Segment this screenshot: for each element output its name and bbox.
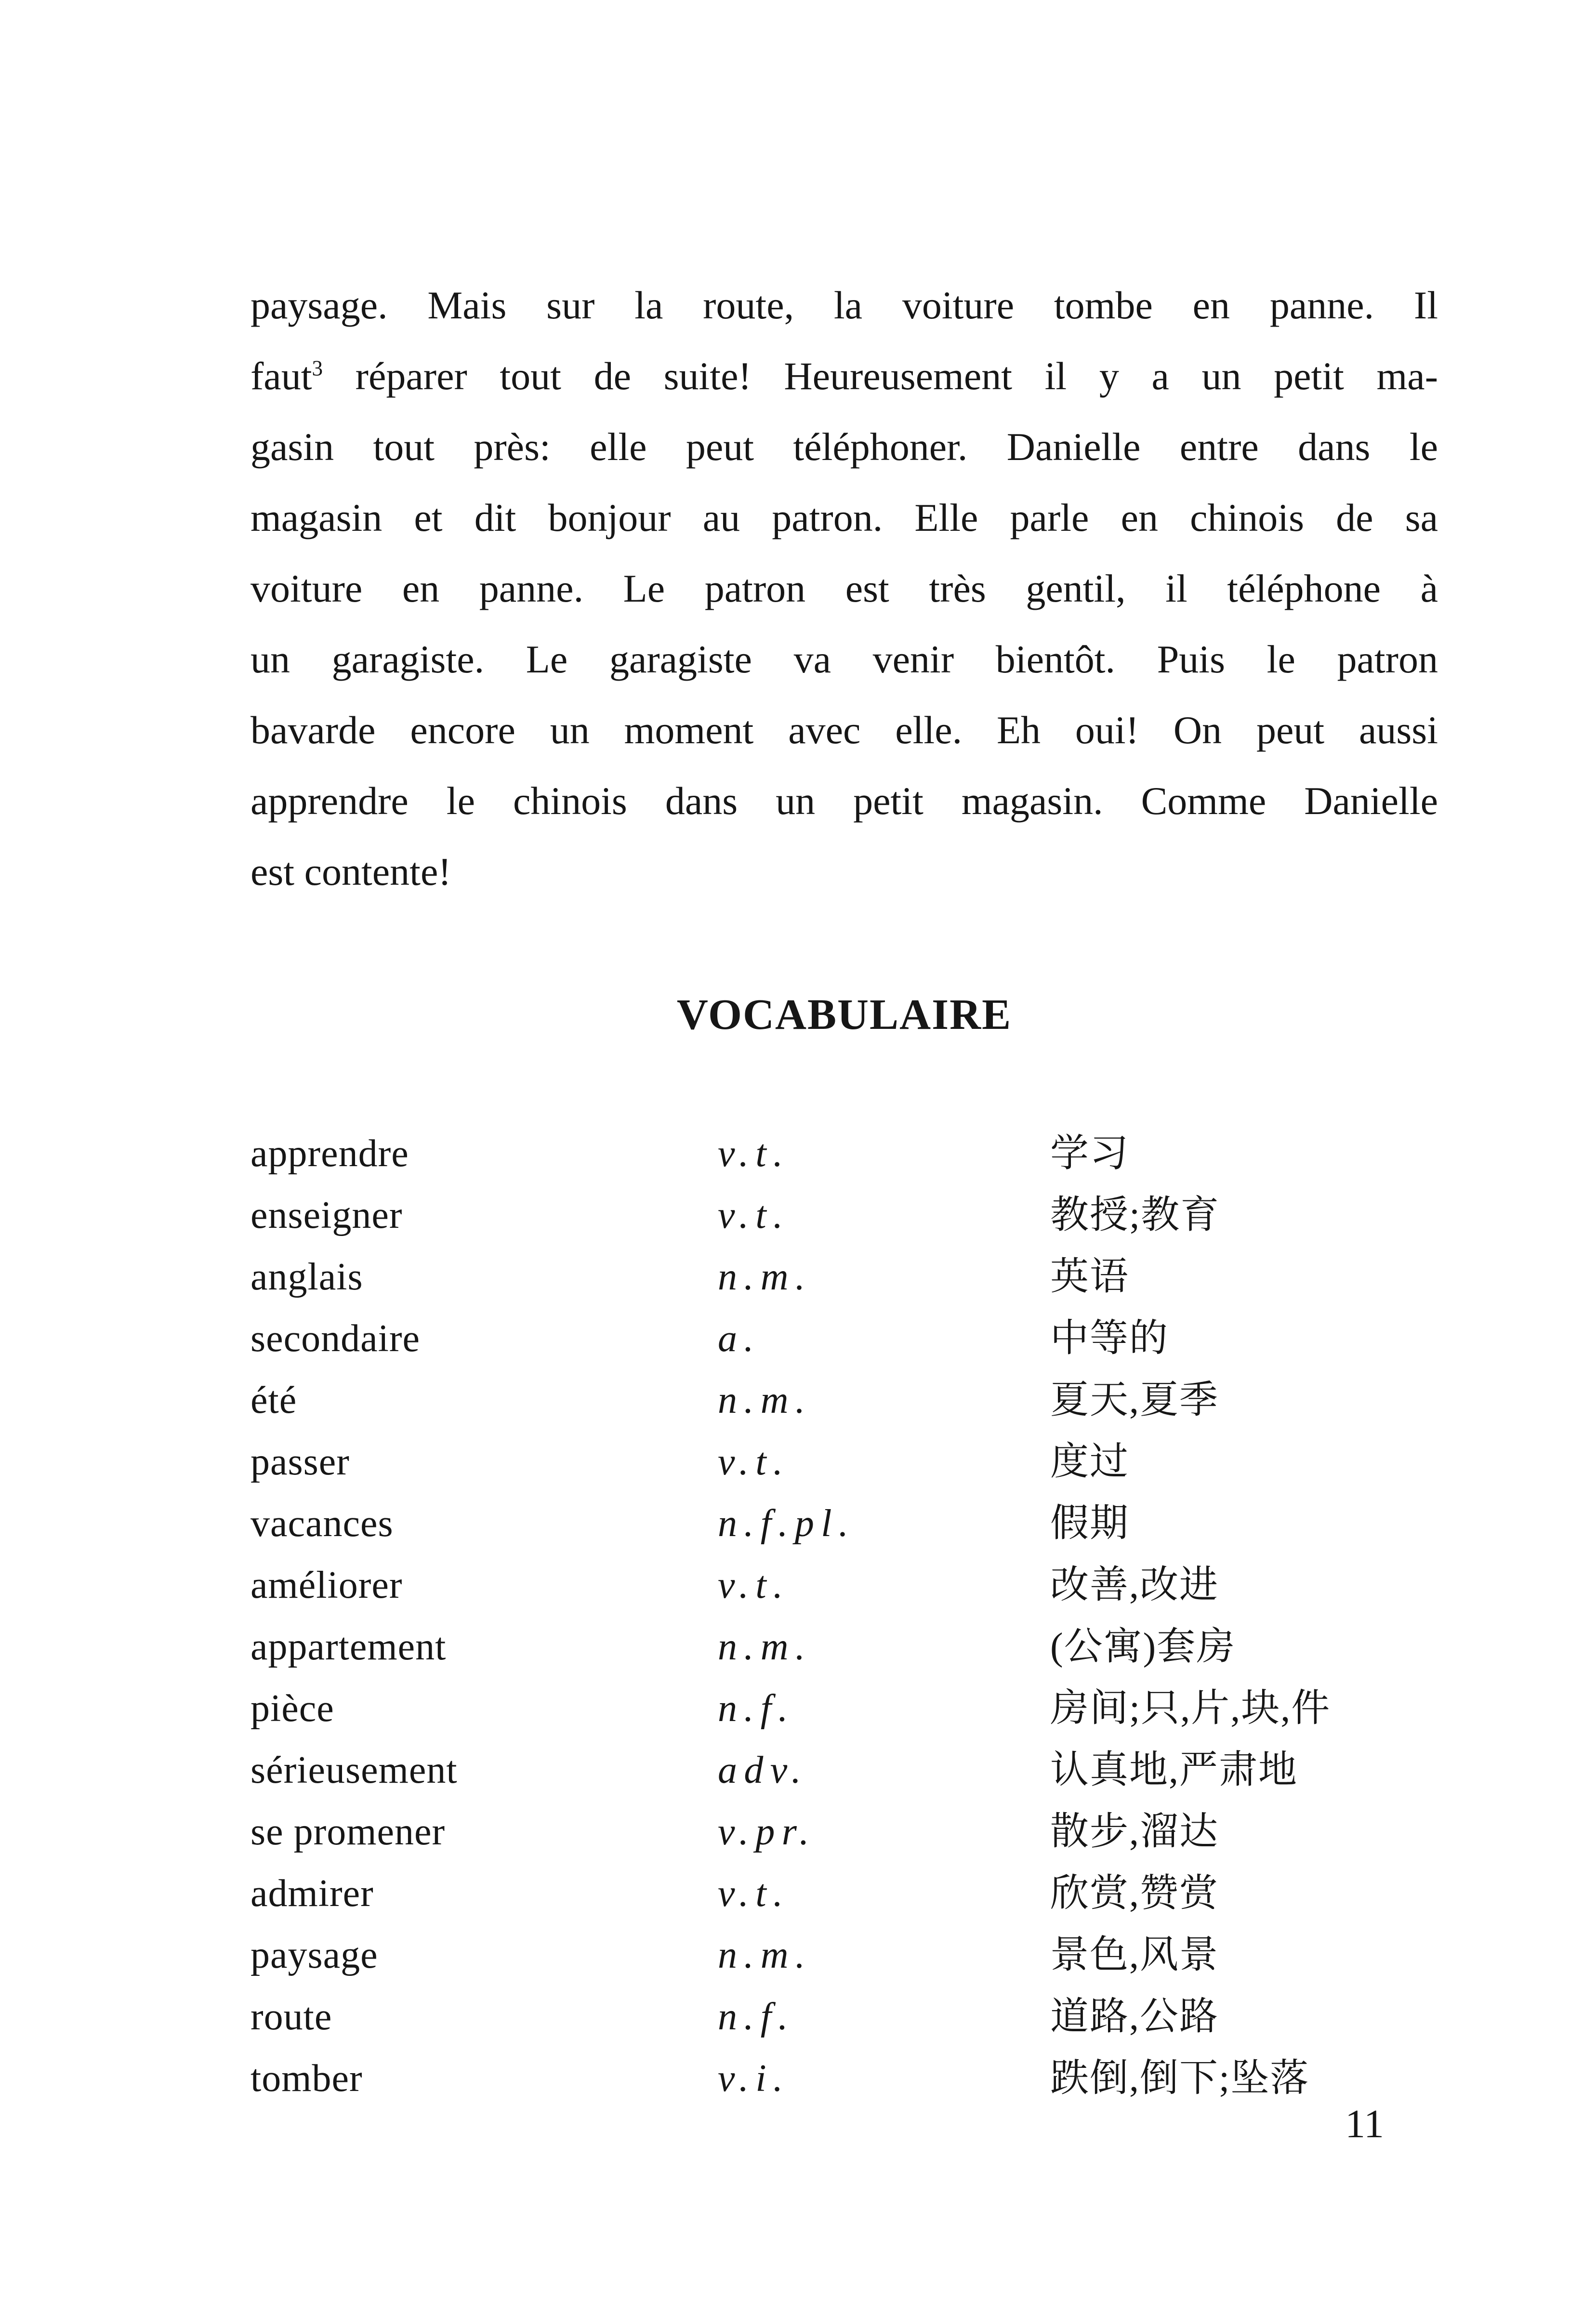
- vocab-row: [251, 1616, 1438, 1678]
- paragraph-line: est contente!: [251, 850, 451, 894]
- vocab-meaning: 道路,公路: [1050, 1996, 1219, 2038]
- vocab-word: améliorer: [251, 1564, 403, 1606]
- vocab-meaning: 夏天,夏季: [1050, 1379, 1219, 1421]
- vocab-row: [251, 1308, 1438, 1369]
- vocab-word: secondaire: [251, 1317, 421, 1360]
- vocab-row: [251, 1924, 1438, 1986]
- vocab-word: se promener: [251, 1811, 446, 1853]
- vocab-word: appartement: [251, 1626, 447, 1668]
- vocab-row: [251, 1863, 1438, 1924]
- vocab-word: sérieusement: [251, 1749, 458, 1791]
- vocab-row: [251, 1801, 1438, 1863]
- paragraph-line: voiture en panne. Le patron est très gentil, il téléphone à: [251, 566, 1438, 610]
- paragraph-line: un garagiste. Le garagiste va venir bientôt. Puis le patron: [251, 637, 1438, 681]
- paragraph-line-segment: réparer tout de suite! Heureusement il y a un petit ma-: [323, 354, 1438, 398]
- vocab-word: apprendre: [251, 1132, 409, 1175]
- vocab-pos: a.: [718, 1317, 761, 1360]
- vocab-pos: v.t.: [718, 1441, 790, 1483]
- vocab-meaning: 度过: [1050, 1441, 1129, 1483]
- vocab-row: [251, 1493, 1438, 1554]
- vocab-word: enseigner: [251, 1194, 403, 1236]
- vocab-word: tomber: [251, 2057, 363, 2100]
- vocab-row: [251, 1369, 1438, 1431]
- paragraph-line: [251, 341, 1438, 411]
- vocab-pos: v.t.: [718, 1132, 790, 1175]
- vocab-pos: n.m.: [718, 1379, 812, 1421]
- vocab-pos: n.f.pl.: [718, 1502, 856, 1545]
- vocab-word: paysage: [251, 1934, 378, 1976]
- paragraph-line: paysage. Mais sur la route, la voiture tombe en panne. Il: [251, 283, 1438, 327]
- vocab-pos: n.m.: [718, 1626, 812, 1668]
- page-content: [251, 270, 1438, 2109]
- vocab-meaning: 中等的: [1050, 1317, 1169, 1360]
- paragraph-line-segment: faut: [251, 354, 312, 398]
- page-number: 11: [1345, 2102, 1384, 2146]
- vocab-word: route: [251, 1996, 332, 2038]
- vocab-word: vacances: [251, 1502, 394, 1545]
- vocab-row: [251, 1246, 1438, 1308]
- vocab-word: pièce: [251, 1687, 334, 1730]
- paragraph-line: bavarde encore un moment avec elle. Eh oui! On peut aussi: [251, 708, 1438, 752]
- vocab-row: [251, 1184, 1438, 1246]
- vocab-meaning: 改善,改进: [1050, 1564, 1219, 1606]
- vocab-pos: n.m.: [718, 1256, 812, 1298]
- paragraph-line: apprendre le chinois dans un petit magasin. Comme Danielle: [251, 779, 1438, 823]
- vocab-pos: v.t.: [718, 1872, 790, 1915]
- vocab-meaning: 教授;教育: [1050, 1194, 1220, 1236]
- vocab-meaning: 跌倒,倒下;坠落: [1050, 2057, 1310, 2100]
- story-paragraph: [251, 270, 1438, 907]
- vocab-word: anglais: [251, 1256, 363, 1298]
- vocab-meaning: (公寓)套房: [1050, 1626, 1236, 1668]
- vocab-meaning: 散步,溜达: [1050, 1811, 1219, 1853]
- vocab-row: [251, 1431, 1438, 1493]
- vocab-meaning: 欣赏,赞赏: [1050, 1872, 1219, 1915]
- vocab-word: été: [251, 1379, 297, 1421]
- vocab-pos: n.m.: [718, 1934, 812, 1976]
- footnote-marker: 3: [312, 356, 323, 381]
- vocab-word: passer: [251, 1441, 350, 1483]
- vocab-pos: n.f.: [718, 1996, 795, 2038]
- paragraph-line: magasin et dit bonjour au patron. Elle parle en chinois de sa: [251, 496, 1438, 539]
- vocab-pos: v.i.: [718, 2057, 790, 2100]
- vocab-row: [251, 1739, 1438, 1801]
- vocab-meaning: 学习: [1050, 1132, 1129, 1175]
- vocab-word: admirer: [251, 1872, 374, 1915]
- vocab-meaning: 英语: [1050, 1256, 1129, 1298]
- vocabulaire-heading: VOCABULAIRE: [676, 991, 1012, 1039]
- vocab-meaning: 房间;只,片,块,件: [1050, 1687, 1331, 1730]
- vocab-pos: v.t.: [718, 1564, 790, 1606]
- vocabulary-table: [251, 1123, 1438, 2109]
- paragraph-line: gasin tout près: elle peut téléphoner. Danielle entre dans le: [251, 425, 1438, 469]
- vocab-row: [251, 2048, 1438, 2109]
- vocab-pos: n.f.: [718, 1687, 795, 1730]
- vocab-row: [251, 1554, 1438, 1616]
- vocab-pos: adv.: [718, 1749, 808, 1791]
- vocab-row: [251, 1986, 1438, 2048]
- vocab-meaning: 景色,风景: [1050, 1934, 1219, 1976]
- vocab-row: [251, 1123, 1438, 1184]
- vocab-pos: v.pr.: [718, 1811, 816, 1853]
- vocab-meaning: 认真地,严肃地: [1050, 1749, 1298, 1791]
- vocab-row: [251, 1678, 1438, 1739]
- vocab-pos: v.t.: [718, 1194, 790, 1236]
- vocab-meaning: 假期: [1050, 1502, 1129, 1545]
